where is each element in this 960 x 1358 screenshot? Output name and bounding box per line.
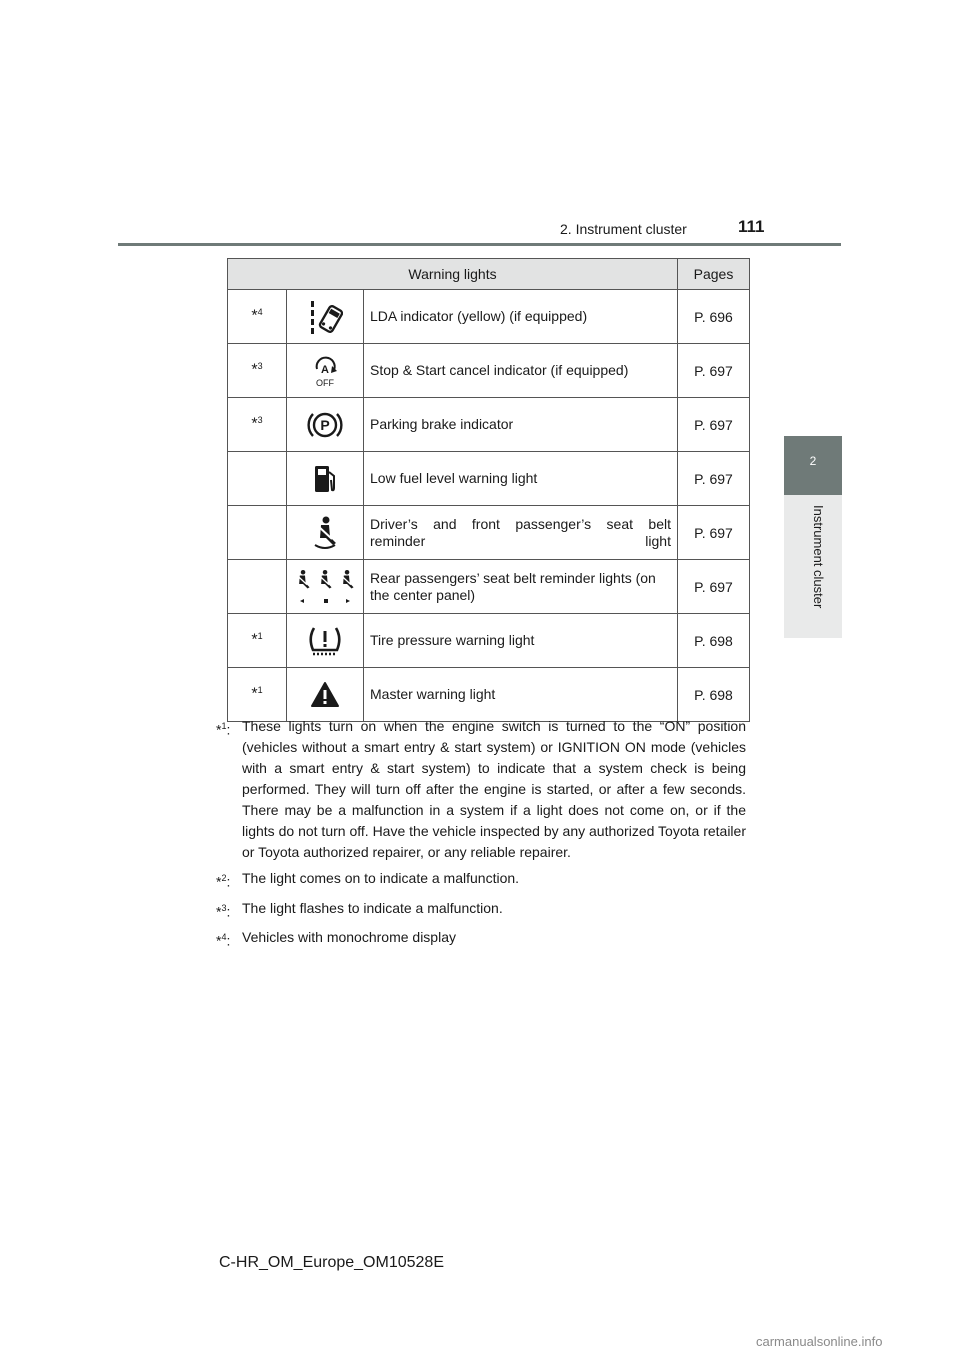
parking-brake-icon [287,398,364,452]
rear-seatbelt-icon [287,560,364,614]
side-tab [784,436,842,495]
side-tab-label: Instrument cluster [811,505,826,609]
table-row [228,290,750,344]
row-description: Master warning light [364,668,678,722]
footnote: *$^2$: The light comes on to indicate a malfunction. [216,868,746,893]
footnote: *$^4$: Vehicles with monochrome display [216,927,746,952]
row-description: LDA indicator (yellow) (if equipped) [364,290,678,344]
footer-doc-code: C-HR_OM_Europe_OM10528E [219,1254,444,1271]
row-page: P. 697 [678,560,750,614]
footnote-text: Vehicles with monochrome display [242,929,456,946]
row-description: Stop & Start cancel indicator (if equipped) [364,344,678,398]
fuel-pump-icon [287,452,364,506]
header-page-number: 111 [738,217,765,236]
row-note [228,452,287,506]
row-description: Low fuel level warning light [364,452,678,506]
row-page: P. 697 [678,506,750,560]
table-row [228,560,750,614]
row-description: Rear passengers’ seat belt reminder lights (on the center panel) [364,560,678,614]
table-row [228,344,750,398]
row-note: *$^3$ [228,398,287,452]
seatbelt-icon [287,506,364,560]
footnote-text: These lights turn on when the engine switch is turned to the “ON” position (vehicles without a smart entry & start system) or IGNITION ON mode (vehicles with a smart entry & start system) to indicate that a system check is being performed. They will turn off after the engine is started, or after a few seconds. There may be a malfunction in a system if a light does not come on, or if the lights do not turn off. Have the vehicle inspected by any authorized Toyota retailer or Toyota authorized repairer, or any reliable repairer. [242,718,746,860]
lda-indicator-icon [287,290,364,344]
row-page: P. 698 [678,668,750,722]
table-row [228,614,750,668]
row-page: P. 698 [678,614,750,668]
stop-start-cancel-icon [287,344,364,398]
row-note: *$^4$ [228,290,287,344]
svg-text:A: A [321,363,329,376]
master-warning-icon [287,668,364,722]
footnote: *$^1$: These lights turn on when the engine switch is turned to the “ON” position (vehicles without a smart entry & start system) or IGNITION ON mode (vehicles with a smart entry & start system) to indicate that a system check is being performed. They will turn off after the engine is started, or after a few seconds. There may be a malfunction in a system if a light does not come on, or if the lights do not turn off. Have the vehicle inspected by any authorized Toyota retailer or Toyota authorized repairer, or any reliable repairer. [216,716,746,863]
header-pages: Pages [678,259,750,290]
table-row [228,668,750,722]
watermark: carmanualsonline.info [756,1334,883,1349]
row-description: Tire pressure warning light [364,614,678,668]
footnote-text: The light comes on to indicate a malfunction. [242,870,520,886]
side-tab-number: 2 [809,454,817,468]
row-page: P. 697 [678,344,750,398]
table-row [228,452,750,506]
tire-pressure-icon [287,614,364,668]
row-note [228,560,287,614]
off-label: OFF [316,377,334,388]
row-page: P. 697 [678,452,750,506]
warning-lights-table [227,258,750,722]
row-note: *$^1$ [228,614,287,668]
table-row [228,398,750,452]
svg-text:P: P [320,416,330,433]
row-page: P. 696 [678,290,750,344]
table-header-row [228,259,750,290]
footnotes [216,716,746,957]
footnote-text: The light flashes to indicate a malfunction. [242,899,503,916]
row-note: *$^3$ [228,344,287,398]
table-row [228,506,750,560]
header-warning-lights: Warning lights [228,259,678,290]
row-note: *$^1$ [228,668,287,722]
row-page: P. 697 [678,398,750,452]
row-description: Parking brake indicator [364,398,678,452]
header-section-title: 2. Instrument cluster [560,221,687,237]
row-description: Driver’s and front passenger’s seat belt reminder light [364,506,678,560]
footnote: *$^3$: The light flashes to indicate a malfunction. [216,898,746,923]
header-rule [118,243,841,246]
row-note [228,506,287,560]
